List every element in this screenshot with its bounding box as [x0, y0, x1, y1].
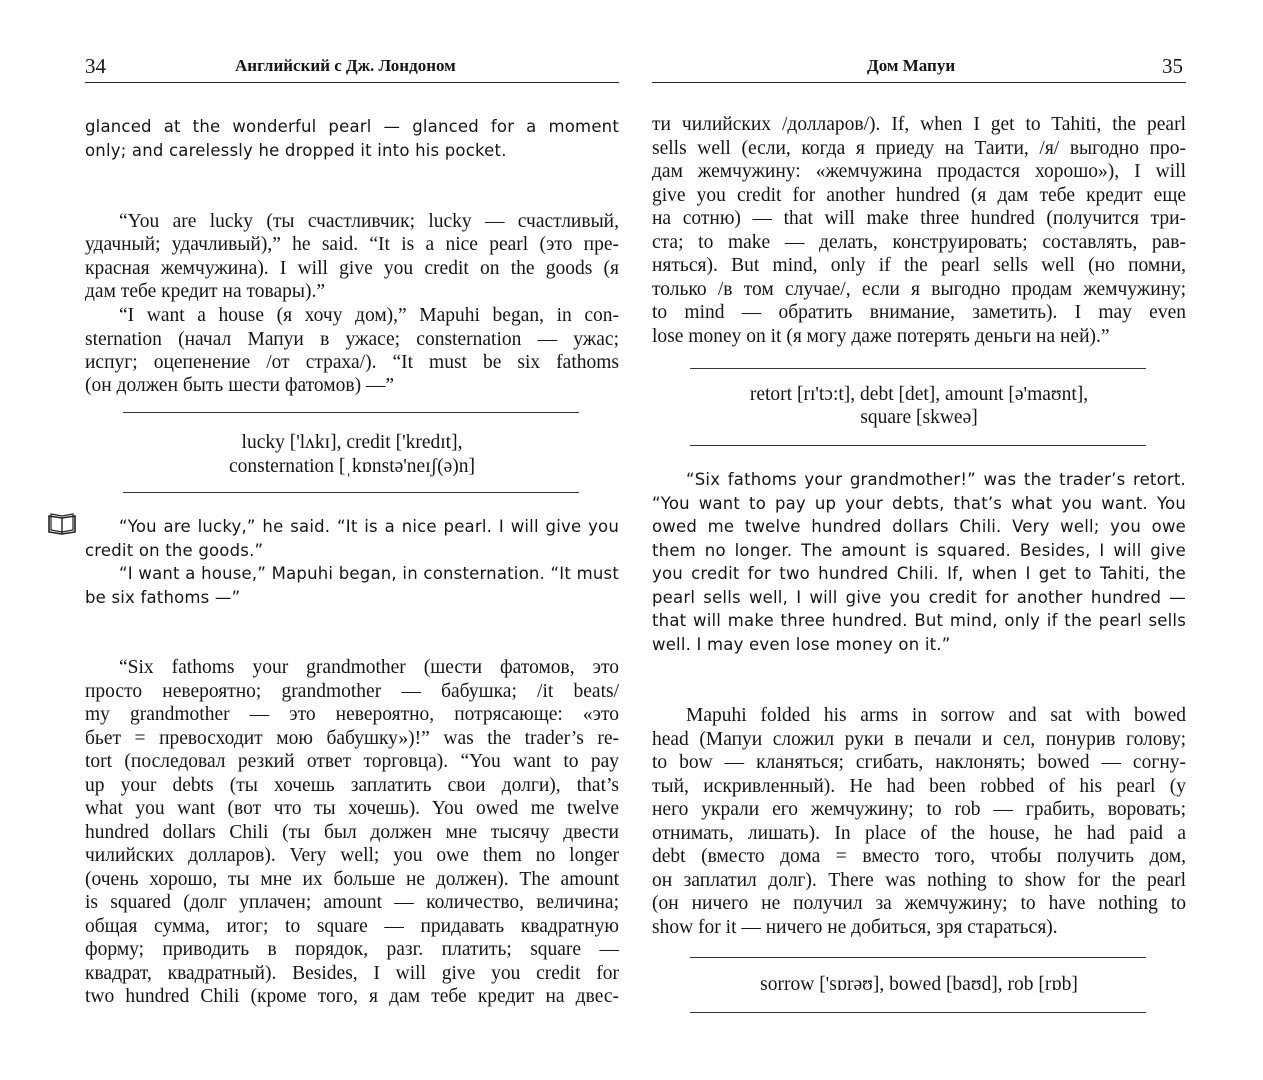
- text-line: that will make three hundred. But mind, only if the pearl sells: [652, 611, 1186, 630]
- divider: [690, 368, 1146, 369]
- text-line: lose money on it (я могу даже потерять деньги на ней).”: [652, 326, 1110, 347]
- text-line: give you credit for another hundred (я дам тебе кредит еще: [652, 185, 1186, 206]
- text-line: (он должен быть шести фатомов) —”: [85, 375, 395, 396]
- text-line: sternation (начал Мапуи в ужасе; consternation — ужас;: [85, 329, 619, 350]
- text-line: only; and carelessly he dropped it into his pocket.: [85, 141, 507, 160]
- text-line: удачный; удачливый),” he said. “It is a nice pearl (это пре-: [85, 234, 619, 255]
- running-title: Английский с Дж. Лондоном: [235, 56, 456, 75]
- text-line: дам жемчужину: «жемчужина продастся хорошо»), I will: [652, 161, 1186, 182]
- pronunciation-line: sorrow ['sɒrəʊ], bowed [baʊd], rob [rɒb]: [760, 974, 1078, 995]
- text-line: what you want (вот что ты хочешь). You owed me twelve: [85, 798, 619, 819]
- text-line: “Six fathoms your grandmother (шести фатомов, это: [119, 657, 619, 678]
- page-number: 35: [1162, 54, 1183, 78]
- divider: [690, 957, 1146, 958]
- text-line: my grandmother — это невероятно, потрясающе: «это: [85, 704, 619, 725]
- text-line: “You want to pay up your debts, that’s what you want. You: [652, 494, 1186, 513]
- text-line: няться). But mind, only if the pearl sells well (но помни,: [652, 255, 1186, 276]
- text-line: sells well (если, когда я приеду на Таити, /я/ выгодно про-: [652, 138, 1186, 159]
- text-line: to mind — обратить внимание, заметить). I may even: [652, 302, 1186, 323]
- text-line: debt (вместо дома = вместо того, чтобы получить дом,: [652, 846, 1186, 867]
- text-line: общая сумма, итог; to square — придавать квадратную: [85, 916, 619, 937]
- text-line: чилийских долларов). Very well; you owe them no longer: [85, 845, 619, 866]
- book-icon: [47, 512, 77, 536]
- divider: [123, 412, 579, 413]
- right-page: [652, 0, 1186, 1080]
- text-line: форму; приводить в порядок, разг. платить; square —: [85, 939, 619, 960]
- text-line: well. I may even lose money on it.”: [652, 635, 951, 654]
- text-line: Mapuhi folded his arms in sorrow and sat with bowed: [686, 705, 1186, 726]
- pronunciation-line: lucky ['lʌkɪ], credit ['kredɪt],: [241, 432, 463, 453]
- pronunciation-line: retort [rɪ'tɔ:t], debt [det], amount [ə'maʊnt],: [749, 384, 1089, 405]
- text-line: is squared (долг уплачен; amount — количество, величина;: [85, 892, 619, 913]
- running-title: Дом Мапуи: [867, 56, 956, 75]
- text-line: ста; to make — делать, конструировать; составлять, рав-: [652, 232, 1186, 253]
- text-line: “Six fathoms your grandmother!” was the trader’s retort.: [686, 470, 1186, 489]
- text-line: two hundred Chili (кроме того, я дам тебе кредит на двес-: [85, 986, 619, 1007]
- text-line: просто невероятно; grandmother — бабушка; /it beats/: [85, 681, 619, 702]
- text-line: head (Мапуи сложил руки в печали и сел, понурив голову;: [652, 729, 1186, 750]
- text-line: отнимать, лишать). In place of the house, he had paid a: [652, 823, 1186, 844]
- page-header: [652, 52, 1186, 83]
- pronunciation-line: square [skweə]: [860, 407, 978, 428]
- text-line: show for it — ничего не добиться, зря стараться).: [652, 917, 1058, 938]
- text-line: credit on the goods.”: [85, 541, 264, 560]
- divider: [690, 445, 1146, 446]
- text-line: them no longer. The amount is squared. Besides, I will give: [652, 541, 1186, 560]
- text-line: испуг; оцепенение /от страха/). “It must be six fathoms: [85, 352, 619, 373]
- text-line: ти чилийских /долларов/). If, when I get to Tahiti, the pearl: [652, 114, 1186, 135]
- text-line: тый, искривленный). He had been robbed of his pearl (у: [652, 776, 1186, 797]
- left-page: [85, 0, 619, 1080]
- page-header: [85, 52, 619, 83]
- divider: [123, 492, 579, 493]
- text-line: tort (последовал резкий ответ торговца). “You want to pay: [85, 751, 619, 772]
- text-line: hundred dollars Chili (ты был должен мне тысячу двести: [85, 822, 619, 843]
- divider: [690, 1012, 1146, 1013]
- text-line: glanced at the wonderful pearl — glanced for a moment: [85, 117, 619, 136]
- text-line: красная жемчужина). I will give you credit on the goods (я: [85, 258, 619, 279]
- text-line: только /в том случае/, если я выгодно продам жемчужину;: [652, 279, 1186, 300]
- text-line: него украли его жемчужину; to rob — грабить, воровать;: [652, 799, 1186, 820]
- text-line: “I want a house,” Mapuhi began, in consternation. “It must: [119, 564, 619, 583]
- text-line: (очень хорошо, ты мне их больше не должен). The amount: [85, 869, 619, 890]
- text-line: to bow — кланяться; сгибать, наклонять; bowed — согну-: [652, 752, 1186, 773]
- text-line: на сотню) — that will make three hundred (получится три-: [652, 208, 1186, 229]
- text-line: owed me twelve hundred dollars Chili. Very well; you owe: [652, 517, 1186, 536]
- text-line: (он ничего не получил за жемчужину; to have nothing to: [652, 893, 1186, 914]
- page-number: 34: [85, 54, 106, 78]
- text-line: you credit for two hundred Chili. If, when I get to Tahiti, the: [652, 564, 1186, 583]
- text-line: квадрат, квадратный). Besides, I will give you credit for: [85, 963, 619, 984]
- text-line: be six fathoms —”: [85, 588, 241, 607]
- text-line: бьет = превосходит мою бабушку»)!” was the trader’s re-: [85, 728, 619, 749]
- text-line: pearl sells well, I will give you credit for another hundred —: [652, 588, 1186, 607]
- pronunciation-line: consternation [ˌkɒnstə'neɪʃ(ə)n]: [229, 456, 475, 477]
- text-line: он заплатил долг). There was nothing to show for the pearl: [652, 870, 1186, 891]
- text-line: “I want a house (я хочу дом),” Mapuhi began, in con-: [119, 305, 619, 326]
- text-line: “You are lucky (ты счастливчик; lucky — счастливый,: [119, 211, 619, 232]
- text-line: дам тебе кредит на товары).”: [85, 281, 325, 302]
- text-line: “You are lucky,” he said. “It is a nice pearl. I will give you: [119, 517, 619, 536]
- text-line: up your debts (ты хочешь заплатить свои долги), that’s: [85, 775, 619, 796]
